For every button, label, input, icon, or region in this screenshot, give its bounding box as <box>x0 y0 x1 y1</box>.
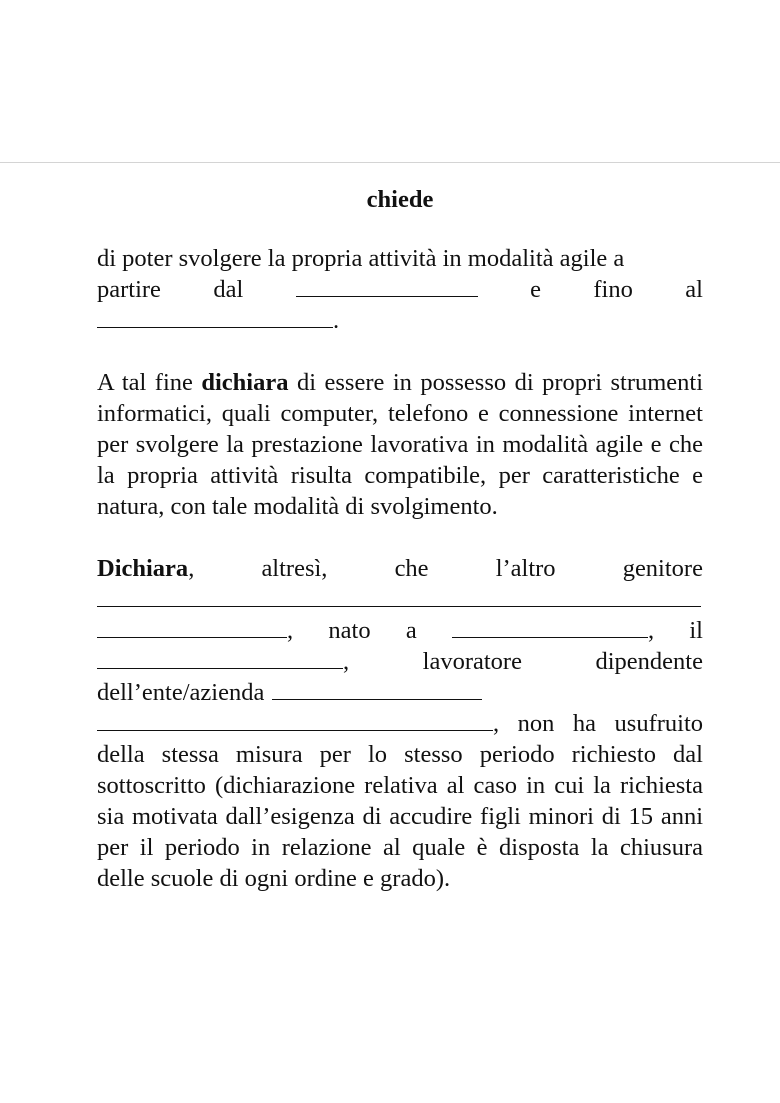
parent-line-5 <box>97 677 703 708</box>
parent-rest: della stessa misura per lo stesso periodo richiesto dal sottoscritto (dichiarazione relativa al caso in cui la richiesta sia motivata dall’esigenza di accudire figli minori di 15 anni per il periodo in relazione al quale è disposta la chiusura delle scuole di ogni ordine e grado). <box>97 741 703 892</box>
decl-rest: di essere in possesso di propri strumenti informatici, quali computer, telefono e connessione internet per svolgere la prestazione lavorativa in modalità agile e che la propria attività risulta compatibile, per caratteristiche e natura, con tale modalità di svolgimento. <box>97 369 704 520</box>
word-al: al <box>685 276 703 303</box>
employer-blank-2[interactable] <box>97 708 493 731</box>
word-dal: dal <box>213 276 244 303</box>
parent-line-4 <box>97 646 703 677</box>
comma-2: , <box>647 617 655 644</box>
word-altresi: altresì, <box>261 555 328 582</box>
parent-line-1 <box>97 553 703 584</box>
end-period: . <box>333 307 340 334</box>
parent-line-3 <box>97 615 703 646</box>
decl-lead: A tal fine <box>97 369 193 396</box>
dichiara-comma: , <box>188 555 195 582</box>
parent-line-6 <box>97 708 703 739</box>
word-il: il <box>689 617 703 644</box>
word-ente-azienda: dell’ente/azienda <box>97 679 265 706</box>
word-e: e <box>530 276 541 303</box>
dichiara-bold: Dichiara <box>97 555 189 582</box>
request-text-line1: di poter svolgere la propria attività in modalità agile a <box>97 245 625 272</box>
decl-bold-dichiara: dichiara <box>201 369 289 396</box>
word-partire: partire <box>97 276 161 303</box>
birthplace-blank[interactable] <box>97 615 287 638</box>
page-top-divider <box>0 162 780 163</box>
request-line-1 <box>97 243 703 274</box>
birth-city-blank[interactable] <box>452 615 648 638</box>
parent-line-2 <box>97 584 703 615</box>
paragraph-declaration <box>97 367 703 522</box>
document-body <box>97 184 703 894</box>
paragraph-request <box>97 243 703 336</box>
non-ha-usufruito: , non ha usufruito <box>493 710 703 737</box>
word-lavoratore: lavoratore <box>422 648 522 675</box>
request-line-3 <box>97 305 703 336</box>
employer-blank-1[interactable] <box>272 677 482 700</box>
paragraph-other-parent <box>97 553 703 894</box>
word-laltro: l’altro <box>495 555 556 582</box>
section-heading: chiede <box>366 186 434 213</box>
word-fino: fino <box>593 276 633 303</box>
end-date-blank[interactable] <box>97 305 333 328</box>
word-genitore: genitore <box>622 555 703 582</box>
start-date-blank[interactable] <box>296 274 478 297</box>
word-a: a <box>405 617 417 644</box>
parent-name-blank[interactable] <box>97 584 701 607</box>
birth-date-blank[interactable] <box>97 646 343 669</box>
comma-1: , <box>287 617 294 644</box>
word-nato: nato <box>328 617 371 644</box>
word-che: che <box>394 555 429 582</box>
request-line-2 <box>97 274 703 305</box>
word-dipendente: dipendente <box>595 648 703 675</box>
comma-3: , <box>343 648 350 675</box>
